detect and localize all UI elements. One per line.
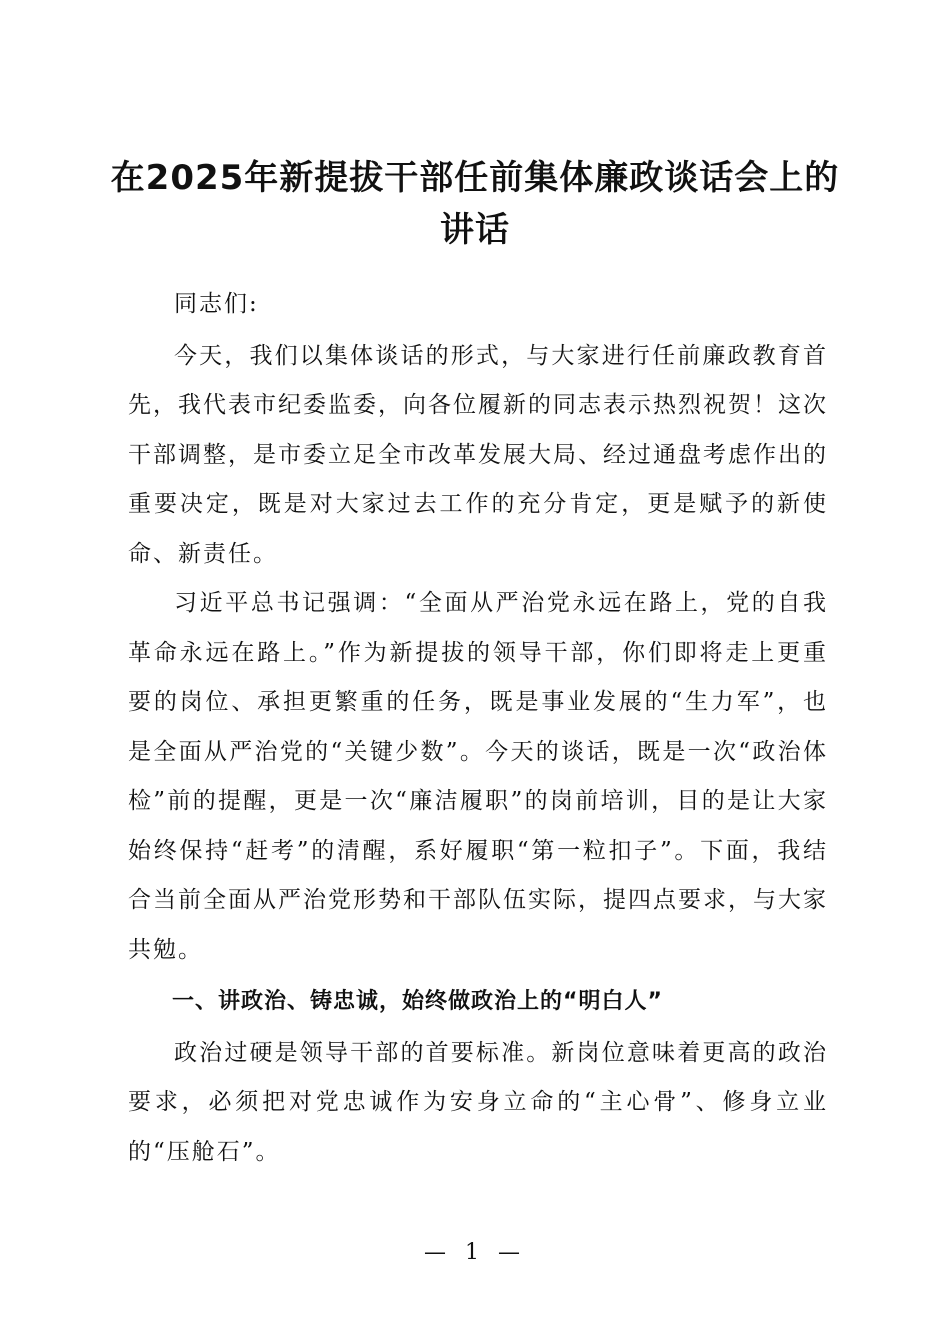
section-heading: 一、讲政治、铸忠诚，始终做政治上的“明白人” xyxy=(172,989,663,1014)
document-body xyxy=(128,280,828,1177)
paragraph-section-one: 政治过硬是领导干部的首要标准。新岗位意味着更高的政治要求，必须把对党忠诚作为安身立命的“主心骨”、修身立业的“压舱石”。 xyxy=(128,1039,828,1165)
paragraph-opening: 今天，我们以集体谈话的形式，与大家进行任前廉政教育首先，我代表市纪委监委，向各位履新的同志表示热烈祝贺！这次干部调整，是市委立足全市改革发展大局、经过通盘考虑作出的重要决定，既是对大家过去工作的充分肯定，更是赋予的新使命、新责任。 xyxy=(128,342,828,567)
document-title: 在2025年新提拔干部任前集体廉政谈话会上的讲话 xyxy=(110,158,840,250)
salutation: 同志们: xyxy=(174,291,259,317)
paragraph-quote: 习近平总书记强调：“全面从严治党永远在路上，党的自我革命永远在路上。”作为新提拔的领导干部，你们即将走上更重要的岗位、承担更繁重的任务，既是事业发展的“生力军”，也是全面从严治党的“关键少数”。今天的谈话，既是一次“政治体检”前的提醒，更是一次“廉洁履职”的岗前培训，目的是让大家始终保持“赶考”的清醒，系好履职“第一粒扣子”。下面，我结合当前全面从严治党形势和干部队伍实际，提四点要求，与大家共勉。 xyxy=(128,590,828,963)
page-number: — 1 — xyxy=(424,1240,526,1265)
